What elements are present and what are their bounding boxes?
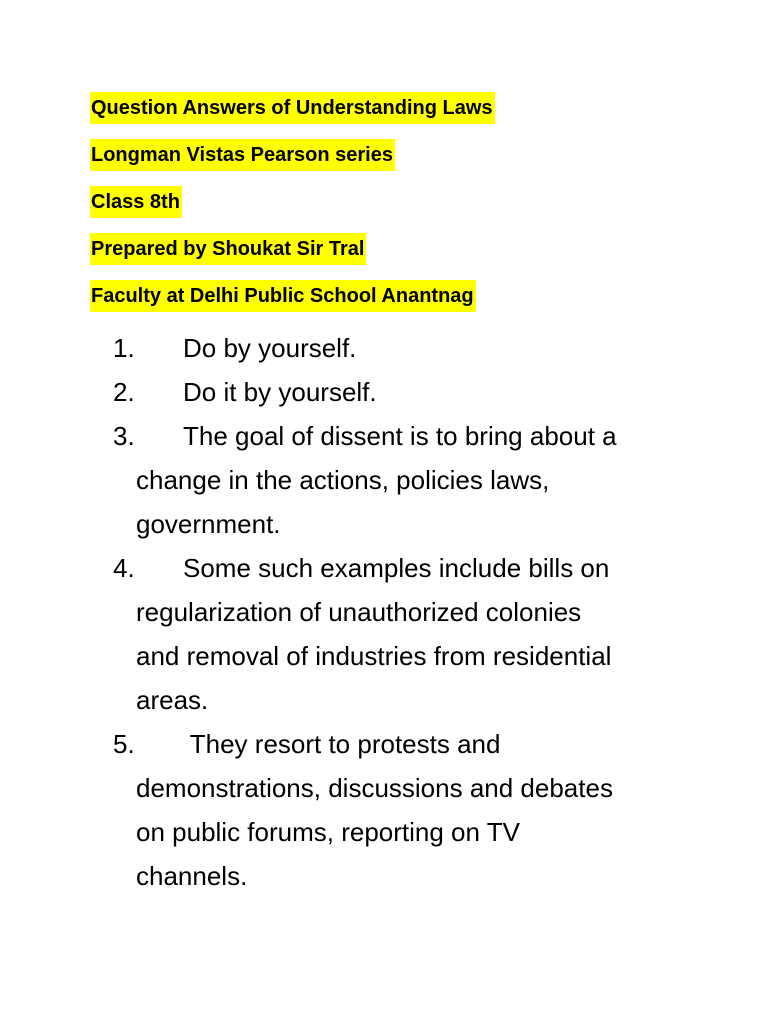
header-line-class [90,186,495,233]
header-line-title [90,92,495,139]
highlighted-series: Longman Vistas Pearson series [90,139,395,171]
answer-continuation: on public forums, reporting on TV [136,817,520,847]
answer-continuation: channels. [136,861,248,891]
answer-continuation: areas. [136,685,209,715]
answer-continuation: change in the actions, policies laws, [136,465,550,495]
header-line-faculty [90,280,495,327]
answer-continuation: and removal of industries from residential [136,641,612,671]
answer-text: The goal of dissent is to bring about a [183,421,617,451]
answer-item-2 [110,370,710,414]
answer-item-5 [110,722,710,898]
header-line-series [90,139,495,186]
highlighted-class: Class 8th [90,186,182,218]
answer-number: 3. [113,421,135,451]
highlighted-faculty: Faculty at Delhi Public School Anantnag [90,280,476,312]
answer-number: 1. [113,333,135,363]
answer-item-4 [110,546,710,722]
answer-number: 5. [113,729,135,759]
document-header [90,92,495,327]
answer-continuation: government. [136,509,281,539]
answer-continuation: regularization of unauthorized colonies [136,597,582,627]
highlighted-title: Question Answers of Understanding Laws [90,92,495,124]
answer-number: 4. [113,553,135,583]
answer-list [110,326,710,898]
answer-text: They resort to protests and [183,729,501,759]
highlighted-author: Prepared by Shoukat Sir Tral [90,233,366,265]
answer-continuation: demonstrations, discussions and debates [136,773,613,803]
answer-text: Do it by yourself. [183,377,377,407]
answer-text: Some such examples include bills on [183,553,610,583]
answer-item-3 [110,414,710,546]
answer-item-1 [110,326,710,370]
header-line-author [90,233,495,280]
answer-number: 2. [113,377,135,407]
answer-text: Do by yourself. [183,333,357,363]
